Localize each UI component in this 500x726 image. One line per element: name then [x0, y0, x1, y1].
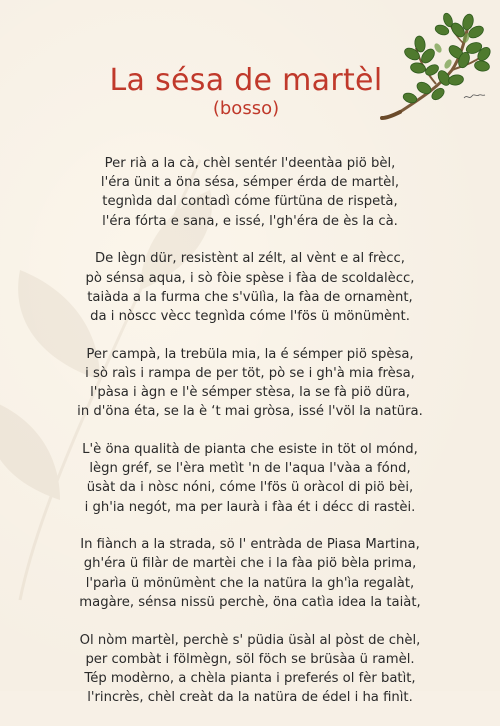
poem-line: i sò raìs i rampa de per töt, pò se i gh'à mia frèsa, [85, 365, 415, 381]
poem-line: üsàt da i nòsc nóni, cóme l'fös ü oràcol di piö bèi, [86, 480, 414, 496]
stanza [40, 154, 460, 231]
poem-line: l'parìa ü mönümènt che la natüra la gh'ìa regalàt, [85, 575, 415, 591]
poem-line: taiàda a la furma che s'vülìa, la fàa de ornamènt, [87, 289, 413, 305]
page-subtitle: (bosso) [212, 98, 280, 119]
stanza [40, 440, 460, 517]
poem-line: De lègn dür, resistènt al zélt, al vènt e al frècc, [95, 251, 405, 267]
poem-line: da i nòscc vècc tegnìda cóme l'fös ü mönümènt. [90, 308, 410, 324]
poem-line: magàre, sénsa nissü perchè, öna catìa idea la taiàt, [79, 594, 421, 610]
poem-line: in d'öna éta, se la è ‘t mai gròsa, issé l'völ la natüra. [77, 404, 423, 420]
poem-line: l'éra fórta e sana, e issé, l'gh'éra de ès la cà. [102, 213, 398, 229]
poem-line: Per rià a la cà, chèl sentér l'deentàa piö bèl, [104, 156, 396, 171]
poem-line: Tép modèrno, a chèla pianta i preferés ol fèr batìt, [84, 670, 416, 686]
stanza [40, 249, 460, 326]
poem-line: Per campà, la trebüla mia, la é sémper piö spèsa, [86, 346, 414, 362]
poem-line: pò sénsa aqua, i sò fòie spèse i fàa de scoldalècc, [85, 270, 415, 286]
page-title: La sésa de martèl [109, 63, 383, 98]
poem-line: per combàt i fölmègn, söl föch se brüsàa ü ramèl. [85, 651, 415, 667]
poem-line: tegnìda dal contadì cóme fürtüna de rispetà, [102, 194, 398, 210]
title-block [0, 64, 500, 120]
stanza [40, 345, 460, 422]
stanza [40, 535, 460, 612]
poem-line: gh'éra ü filàr de martèi che i la fàa piö bèla prima, [83, 556, 417, 572]
poem-line: l'rincrès, chèl creàt da la natüra de édel i ha finìt. [87, 690, 413, 706]
poem-line: L'è öna qualità de pianta che esiste in töt ol mónd, [82, 441, 418, 457]
poem-line: In fiànch a la strada, sö l' entràda de Piasa Martina, [80, 537, 420, 553]
poem-line: l'pàsa i àgn e l'è sémper stèsa, la se fà piö düra, [90, 385, 410, 401]
poem-line: i gh'ia negót, ma per laurà i fàa ét i décc di rastèi. [84, 499, 416, 515]
poem-line: l'éra ünit a öna sésa, sémper érda de martèl, [100, 175, 400, 191]
poem-line: Ol nòm martèl, perchè s' püdia üsàl al pòst de chèl, [79, 632, 421, 648]
poem [40, 154, 460, 726]
poem-line: lègn gréf, se l'èra metìt 'n de l'aqua l'vàa a fónd, [89, 461, 411, 477]
stanza [40, 631, 460, 708]
